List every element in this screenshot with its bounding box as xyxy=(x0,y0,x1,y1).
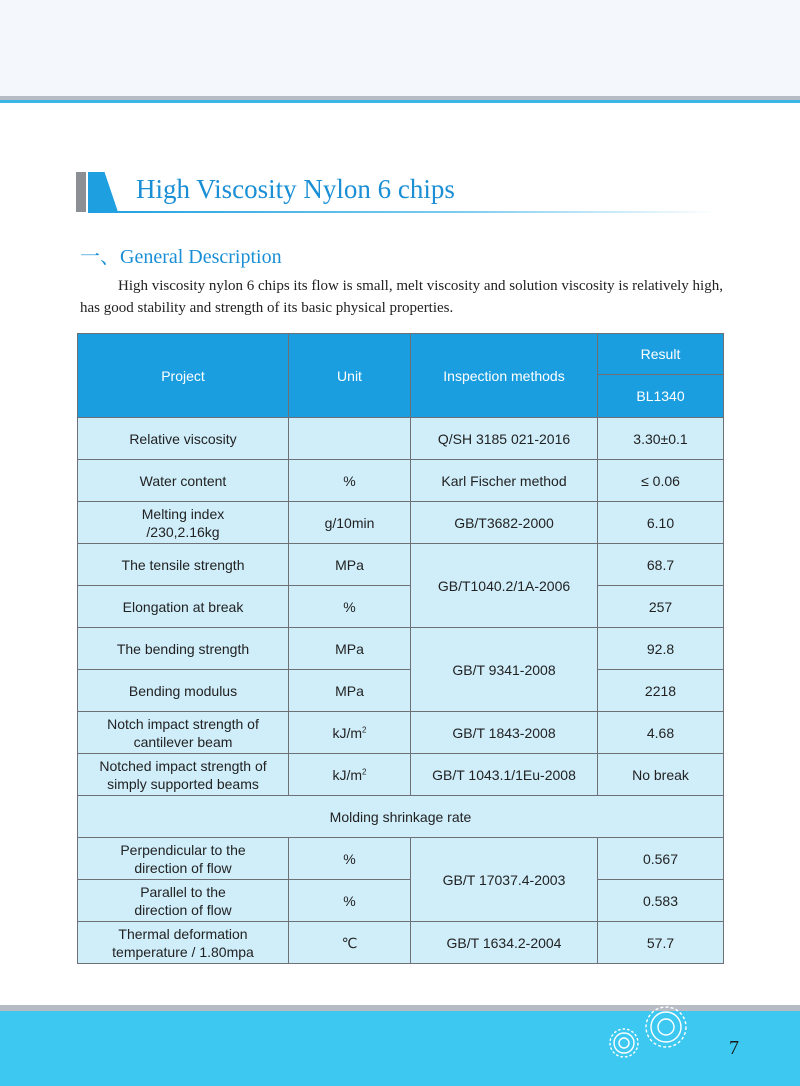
cell-method: GB/T 17037.4-2003 xyxy=(411,838,598,922)
cell-result: 257 xyxy=(598,586,724,628)
section-heading: 一、General Description xyxy=(80,246,282,268)
table-row xyxy=(78,502,724,544)
table-row-molding-label xyxy=(78,796,724,838)
top-band xyxy=(0,0,800,96)
cell-project: Water content xyxy=(78,460,289,502)
cell-project: Thermal deformation temperature / 1.80mpa xyxy=(78,922,289,964)
cell-result: 57.7 xyxy=(598,922,724,964)
cell-project: Notched impact strength of simply supported beams xyxy=(78,754,289,796)
cell-unit xyxy=(289,418,411,460)
table-row xyxy=(78,628,724,670)
cell-result: 68.7 xyxy=(598,544,724,586)
table-row xyxy=(78,670,724,712)
cell-project: Parallel to the direction of flow xyxy=(78,880,289,922)
unit-superscript: 2 xyxy=(362,766,367,776)
cell-result: 6.10 xyxy=(598,502,724,544)
cell-unit: MPa xyxy=(289,628,411,670)
cell-method: GB/T 1043.1/1Eu-2008 xyxy=(411,754,598,796)
cell-unit: % xyxy=(289,460,411,502)
cell-result: 0.567 xyxy=(598,838,724,880)
cell-method: GB/T1040.2/1A-2006 xyxy=(411,544,598,628)
cell-project: Elongation at break xyxy=(78,586,289,628)
table-row xyxy=(78,754,724,796)
page-number: 7 xyxy=(729,1037,739,1059)
table-row xyxy=(78,460,724,502)
cell-project: Perpendicular to the direction of flow xyxy=(78,838,289,880)
cell-result: 3.30±0.1 xyxy=(598,418,724,460)
table-row xyxy=(78,712,724,754)
cell-method: GB/T3682-2000 xyxy=(411,502,598,544)
table-row xyxy=(78,922,724,964)
spec-table xyxy=(77,333,724,964)
cell-unit: % xyxy=(289,880,411,922)
cell-project: Relative viscosity xyxy=(78,418,289,460)
cell-project: The bending strength xyxy=(78,628,289,670)
table-row xyxy=(78,418,724,460)
header-unit: Unit xyxy=(289,334,411,418)
header-grade: BL1340 xyxy=(598,375,724,418)
cell-result: 0.583 xyxy=(598,880,724,922)
cell-result: 2218 xyxy=(598,670,724,712)
gears-icon xyxy=(602,1003,702,1065)
cell-unit xyxy=(289,754,411,796)
cell-unit: MPa xyxy=(289,544,411,586)
title-underline xyxy=(88,211,718,213)
cell-unit xyxy=(289,712,411,754)
cell-unit: MPa xyxy=(289,670,411,712)
unit-superscript: 2 xyxy=(362,724,367,734)
table-row xyxy=(78,586,724,628)
table-row xyxy=(78,838,724,880)
cell-result: No break xyxy=(598,754,724,796)
cell-unit: % xyxy=(289,838,411,880)
header-project: Project xyxy=(78,334,289,418)
page-title: High Viscosity Nylon 6 chips xyxy=(136,174,455,204)
cell-project: Bending modulus xyxy=(78,670,289,712)
unit-text: kJ/m xyxy=(332,766,363,783)
cell-method: GB/T 1634.2-2004 xyxy=(411,922,598,964)
table-row xyxy=(78,544,724,586)
header-inspection: Inspection methods xyxy=(411,334,598,418)
table-header-row xyxy=(78,334,724,375)
cell-project: The tensile strength xyxy=(78,544,289,586)
description-paragraph: High viscosity nylon 6 chips its flow is small, melt viscosity and solution viscosity is relatively high, has good stability and strength of its basic physical properties. xyxy=(80,278,723,316)
title-marker-gray xyxy=(76,172,86,212)
cell-unit: g/10min xyxy=(289,502,411,544)
cell-result: 4.68 xyxy=(598,712,724,754)
cell-method: GB/T 9341-2008 xyxy=(411,628,598,712)
cell-result: ≤ 0.06 xyxy=(598,460,724,502)
cell-unit: % xyxy=(289,586,411,628)
table-row xyxy=(78,880,724,922)
cell-project: Melting index /230,2.16kg xyxy=(78,502,289,544)
title-block xyxy=(76,172,726,214)
header-result: Result xyxy=(598,334,724,375)
cell-unit: ℃ xyxy=(289,922,411,964)
cell-result: 92.8 xyxy=(598,628,724,670)
title-marker-blue xyxy=(88,172,118,212)
cell-molding-label: Molding shrinkage rate xyxy=(78,796,724,838)
cell-method: Karl Fischer method xyxy=(411,460,598,502)
cell-project: Notch impact strength of cantilever beam xyxy=(78,712,289,754)
cell-method: GB/T 1843-2008 xyxy=(411,712,598,754)
cell-method: Q/SH 3185 021-2016 xyxy=(411,418,598,460)
unit-text: kJ/m xyxy=(332,724,363,741)
